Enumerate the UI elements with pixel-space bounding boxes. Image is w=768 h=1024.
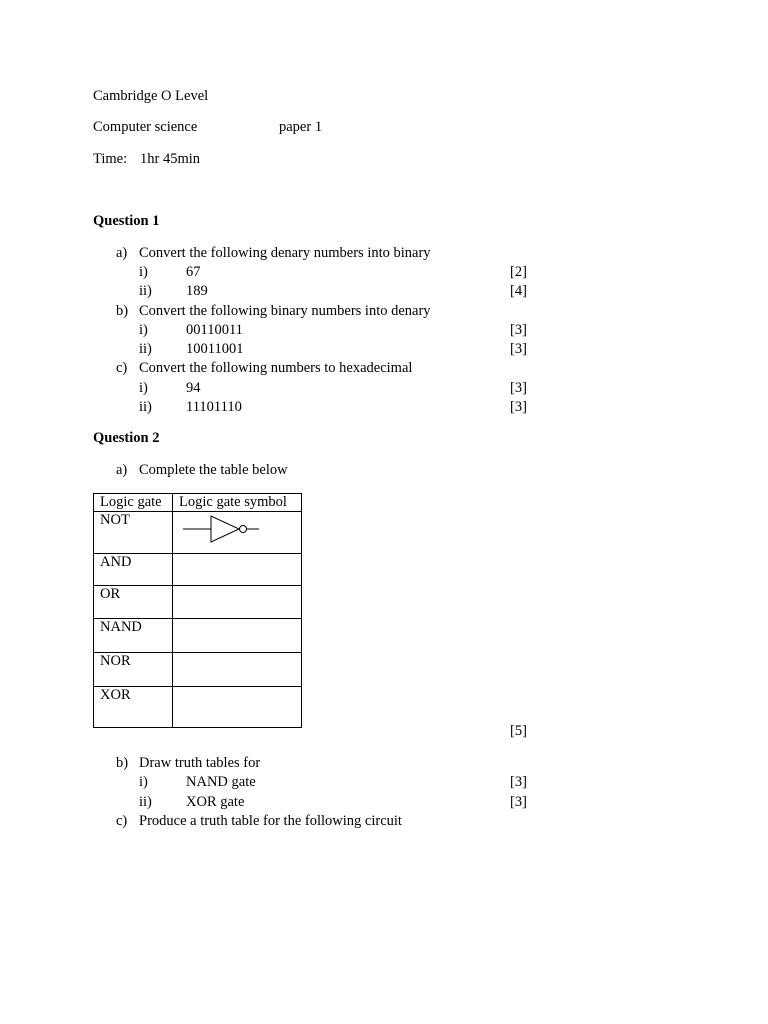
gate-name-cell: NAND (94, 619, 173, 653)
q1a-letter: a) (116, 245, 128, 261)
table-row (94, 653, 302, 687)
question-2-title: Question 2 (93, 430, 160, 446)
not-gate-icon (173, 512, 301, 548)
q1a-ii-num: ii) (139, 283, 152, 299)
table-row (94, 619, 302, 653)
q2a-marks: [5] (510, 723, 527, 739)
q1c-ii-marks: [3] (510, 399, 527, 415)
gate-name-cell: NOT (94, 512, 173, 554)
gate-name-cell: AND (94, 554, 173, 586)
logic-gate-table (93, 493, 302, 728)
q1b-ii-value: 10011001 (186, 341, 244, 357)
q1a-i-num: i) (139, 264, 148, 280)
table-header-row (94, 494, 302, 512)
q2b-ii-value: XOR gate (186, 794, 245, 810)
gate-symbol-cell (173, 512, 302, 554)
table-row (94, 512, 302, 554)
q1b-text: Convert the following binary numbers into denary (139, 303, 431, 319)
q2a-text: Complete the table below (139, 462, 288, 478)
gate-symbol-cell[interactable] (173, 554, 302, 586)
table-row (94, 687, 302, 728)
q1b-i-marks: [3] (510, 322, 527, 338)
paper-label: paper 1 (279, 119, 323, 135)
header-logic-gate-symbol: Logic gate symbol (173, 494, 302, 512)
q1c-i-num: i) (139, 380, 148, 396)
q2b-i-marks: [3] (510, 774, 527, 790)
q1b-ii-num: ii) (139, 341, 152, 357)
gate-name-cell: XOR (94, 687, 173, 728)
table-row (94, 586, 302, 619)
q1b-i-num: i) (139, 322, 148, 338)
gate-symbol-cell[interactable] (173, 619, 302, 653)
q2b-letter: b) (116, 755, 129, 771)
header-logic-gate: Logic gate (94, 494, 173, 512)
gate-name-cell: OR (94, 586, 173, 619)
q1c-letter: c) (116, 360, 128, 376)
time-value: 1hr 45min (140, 151, 201, 167)
q1c-ii-value: 11101110 (186, 399, 242, 415)
q1a-i-value: 67 (186, 264, 201, 280)
q1c-text: Convert the following numbers to hexadecimal (139, 360, 413, 376)
gate-symbol-cell[interactable] (173, 687, 302, 728)
q2b-ii-marks: [3] (510, 794, 527, 810)
q1a-i-marks: [2] (510, 264, 527, 280)
q1c-i-marks: [3] (510, 380, 527, 396)
q1c-ii-num: ii) (139, 399, 152, 415)
q2c-text: Produce a truth table for the following circuit (139, 813, 402, 829)
q1b-letter: b) (116, 303, 129, 319)
gate-symbol-cell[interactable] (173, 586, 302, 619)
exam-title: Cambridge O Level (93, 88, 209, 104)
q1b-ii-marks: [3] (510, 341, 527, 357)
q1a-ii-value: 189 (186, 283, 208, 299)
table-row (94, 554, 302, 586)
q1c-i-value: 94 (186, 380, 201, 396)
q1a-text: Convert the following denary numbers into binary (139, 245, 431, 261)
q2b-ii-num: ii) (139, 794, 152, 810)
time-label: Time: (93, 151, 128, 167)
q2b-i-value: NAND gate (186, 774, 256, 790)
q2c-letter: c) (116, 813, 128, 829)
q1a-ii-marks: [4] (510, 283, 527, 299)
q1b-i-value: 00110011 (186, 322, 243, 338)
gate-symbol-cell[interactable] (173, 653, 302, 687)
q2b-text: Draw truth tables for (139, 755, 261, 771)
question-1-title: Question 1 (93, 213, 160, 229)
q2a-letter: a) (116, 462, 128, 478)
q2b-i-num: i) (139, 774, 148, 790)
subject-label: Computer science (93, 119, 198, 135)
gate-name-cell: NOR (94, 653, 173, 687)
